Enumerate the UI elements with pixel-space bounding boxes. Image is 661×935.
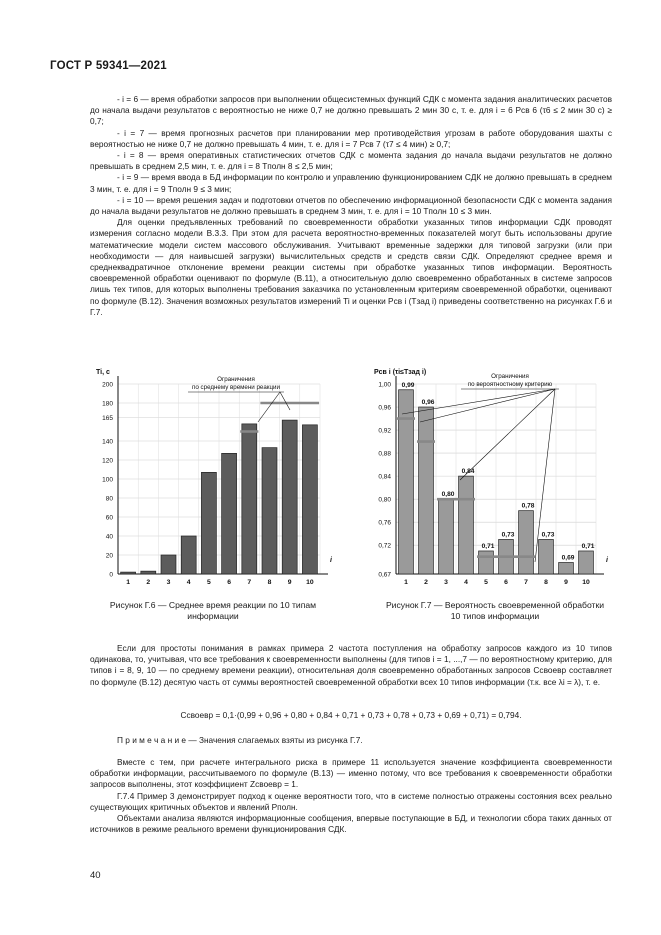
y-tick-label: 60 [105,514,113,522]
x-tick-label: 2 [146,579,151,586]
paragraph: - i = 7 — время прогнозных расчетов при планировании мер противодействия угрозам в работе оборудования шахты с вероятностью не ниже 0,7 не должно превышать 4 мин, т. е. для i = 7 Pсв 7 (τ7 ≤ 4 мин) ≥ 0,7; [90,127,612,149]
x-tick-label: 9 [287,579,292,586]
chart-fig6 [80,362,340,592]
x-tick-label: 5 [207,579,211,586]
y-tick-label: 140 [102,438,113,446]
bar [579,551,594,574]
annotation-arrow [280,392,290,410]
body-text-after-figures [90,643,612,688]
y-tick-label: 1,00 [378,381,391,389]
bar [479,551,494,574]
x-tick-label: 10 [582,579,590,586]
body-text-closing [90,757,612,835]
x-tick-label: 2 [424,579,428,586]
data-label: 0,99 [401,381,415,389]
bar [439,499,454,574]
paragraph: Если для простоты понимания в рамках примера 2 частота поступления на обработку запросов каждого из 10 типов одинакова, то, учитывая, что все требования к своевременности выполнены (для типов i = 1, ...,7 — по вероятностному критерию, для типов i = 8, 9, 10 — по среднему времени реакции), относительная доля своевременно обработанных запросов Cсвоевр составляет по формуле (В.12) десятую часть от суммы вероятностей своевременной обработки всех 10 типов информации (т.к. все λi = λ), т. е. [90,643,612,687]
data-label: 0,78 [521,502,535,510]
bar [459,476,474,574]
page-header: ГОСТ Р 59341—2021 [50,60,167,72]
x-axis-label: i [330,557,332,564]
y-tick-label: 0,88 [378,450,391,458]
fig7-caption-line1: Рисунок Г.7 — Вероятность своевременной обработки [385,600,605,610]
x-tick-label: 3 [166,579,171,586]
bar [121,572,136,574]
y-tick-label: 40 [105,533,113,541]
paragraph: - i = 9 — время ввода в БД информации по контролю и управлению функционированием СДК не должно превышать в среднем 3 мин, т. е. для i = 9 Tполн 9 ≤ 3 мин; [90,172,612,194]
x-tick-label: 8 [544,579,548,586]
y-tick-label: 0,67 [378,571,391,579]
x-axis-label: i [606,557,608,564]
paragraph: Для оценки предъявленных требований по своевременности обработки указанных типов информации СДК проводят измерения согласно модели В.3.3. При этом для расчета вероятностно-временных показателей могут быть использованы другие математические модели систем массового обслуживания. Учитывают временные задержки для типовой загрузки (или при необходимости — для наивысшей загрузки) вычислительных средств и средств связи СДК. Определяют среднее время и среднеквадратичное отклонение времени реакции системы при обработке указанных типов информации. Вероятность своевременной обработки оценивают по формуле (В.11), а относительную долю своевременно обработанных в системе запросов лишь тех типов, для которых выполнены требования заказчика по установленным критериям своевременной обработки, оценивают по формуле (В.12). Значения возможных результатов измерений Ti и оценки Pсв i (Tзад i) приведены соответственно на рисунках Г.6 и Г.7. [90,217,612,317]
x-tick-label: 7 [247,579,252,586]
bar [282,420,297,574]
data-label: 0,84 [461,468,475,476]
y-tick-label: 120 [102,457,113,465]
y-tick-label: 0,80 [378,496,391,504]
annotation-arrow [460,389,555,480]
data-label: 0,73 [501,531,515,539]
bar [559,562,574,574]
data-label: 0,73 [541,531,555,539]
paragraph: - i = 10 — время решения задач и подготовки отчетов по обеспечению информационной безопасности СДК с момента задания до начала выдачи результатов не должно превышать в среднем 3 мин, т. е. для i = 10 Tполн 10 ≤ 3 мин. [90,194,612,217]
y-tick-label: 20 [105,552,113,560]
equation: Cсвоевр = 0,1·(0,99 + 0,96 + 0,80 + 0,84 + 0,71 + 0,73 + 0,78 + 0,73 + 0,69 + 0,71) = 0,794. [180,710,522,720]
bar [262,448,277,574]
bar [242,424,257,574]
paragraph: Вместе с тем, при расчете интегрального риска в примере 11 используется значение коэффициента своевременности обработки информации, рассчитываемого по формуле (В.13) — именно потому, что все требования к своевременности обработки запросов выполнены, этот коэффициент Zсвоевр = 1. [90,757,612,790]
y-tick-label: 0 [109,571,113,579]
y-axis-label: Ti, с [96,369,110,376]
x-tick-label: 7 [524,579,528,586]
y-tick-label: 100 [102,476,113,484]
bar [519,511,534,574]
x-tick-label: 6 [227,579,231,586]
note-text: П р и м е ч а н и е — Значения слагаемых взяты из рисунка Г.7. [117,735,363,745]
y-tick-label: 0,72 [378,542,391,550]
x-tick-label: 3 [444,579,448,586]
y-axis-label: Pсв i (τi≤Tзад i) [374,369,427,376]
annotation-text: по вероятностному критерию [467,381,553,388]
bar [419,407,434,574]
page-number: 40 [90,870,101,881]
data-label: 0,96 [421,399,435,407]
fig7-caption [355,600,635,622]
x-tick-label: 9 [564,579,568,586]
paragraph: Г.7.4 Пример 3 демонстрирует подход к оценке вероятности того, что в системе полностью отражены состояния всех реально существующих критичных объектов и явлений Pполн. [90,790,612,812]
annotation-text: Ограничения [217,376,255,383]
fig6-caption-line2: информации [187,611,239,621]
y-tick-label: 0,96 [378,404,391,412]
paragraph: Объектами анализа являются информационные сообщения, впервые поступающие в БД, и технологии сбора таких данных от источников в режиме реального времени функционирования СДК. [90,813,612,835]
x-tick-label: 1 [126,579,130,586]
annotation-text: по среднему времени реакции [192,384,280,391]
annotation-text: Ограничения [491,373,529,380]
body-text-top [90,94,612,318]
bar [302,425,317,574]
y-tick-label: 0,84 [378,473,391,481]
data-label: 0,80 [441,491,455,499]
bar [141,571,156,574]
fig6-caption-line1: Рисунок Г.6 — Среднее время реакции по 10 типам [109,600,317,610]
paragraph: - i = 6 — время обработки запросов при выполнении общесистемных функций СДК с момента задания аналитических расчетов до начала выдачи результатов с вероятностью не ниже 0,7 не должно превышать 2 мин 30 с, т. е. для i = 6 Pсв 6 (τ6 ≤ 2 мин 30 с) ≥ 0,7; [90,94,612,127]
annotation-arrow [420,389,555,422]
chart-fig7 [360,362,620,592]
x-tick-label: 4 [186,579,191,586]
x-tick-label: 1 [404,579,408,586]
bar [222,453,237,574]
data-label: 0,69 [561,554,575,562]
x-tick-label: 4 [464,579,468,586]
fig6-caption [78,600,348,622]
data-label: 0,71 [581,542,595,550]
y-tick-label: 165 [102,414,113,422]
bar [181,536,196,574]
x-tick-label: 10 [306,579,314,586]
bar [201,472,216,574]
x-tick-label: 8 [267,579,272,586]
x-tick-label: 5 [484,579,488,586]
data-label: 0,71 [481,542,495,550]
y-tick-label: 200 [102,381,113,389]
paragraph: - i = 8 — время оперативных статистических отчетов СДК с момента задания до начала выдачи результатов не должно превышать в среднем 2,5 мин, т. е. для i = 8 Tполн 8 ≤ 2,5 мин; [90,150,612,172]
x-tick-label: 6 [504,579,508,586]
y-tick-label: 0,76 [378,519,391,527]
note [90,735,612,746]
y-tick-label: 80 [105,495,113,503]
bar [161,555,176,574]
y-tick-label: 0,92 [378,427,391,435]
fig7-caption-line2: 10 типов информации [450,611,540,621]
y-tick-label: 180 [102,400,113,408]
bar [539,539,554,574]
